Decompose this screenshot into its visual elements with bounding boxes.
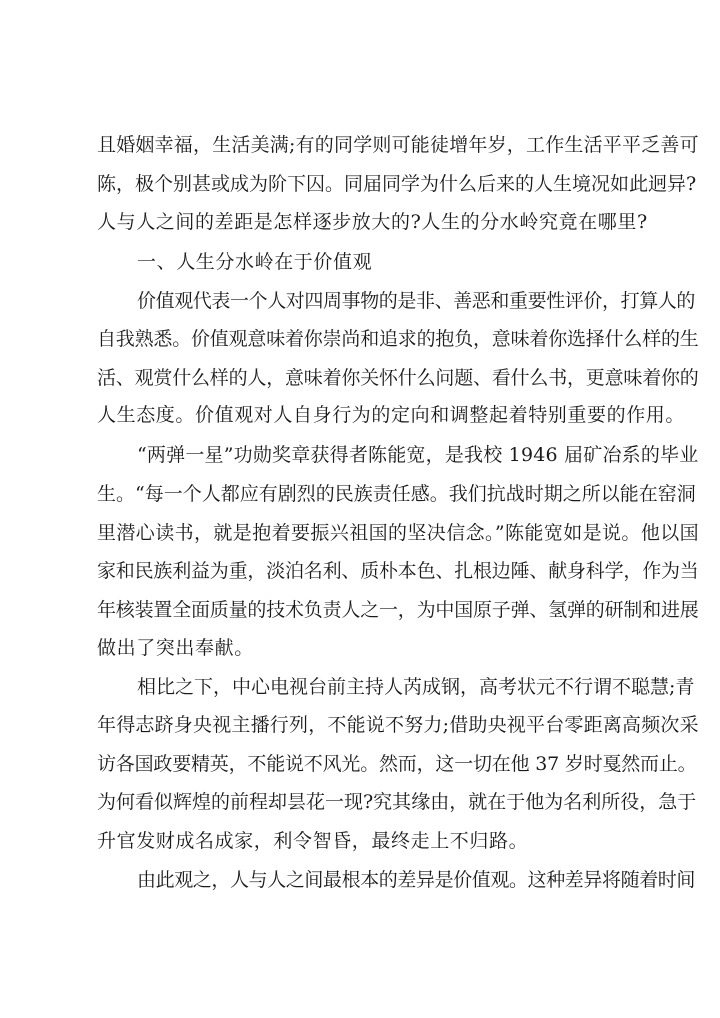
text-line: 活、观赏什么样的人，意味着你关怀什么问题、看什么书，更意味着你的 bbox=[97, 367, 699, 389]
text-line: 生。“每一个人都应有剧烈的民族责任感。我们抗战时期之所以能在窑洞 bbox=[97, 483, 696, 505]
text-line: 家和民族利益为重，淡泊名利、质朴本色、扎根边陲、献身科学，作为当 bbox=[97, 560, 699, 582]
text-line: 做出了突出奉献。 bbox=[97, 637, 254, 659]
text-line: 由此观之，人与人之间最根本的差异是价值观。这种差异将随着时间 bbox=[137, 869, 696, 891]
text-line: 访各国政要精英，不能说不风光。然而，这一切在他 37 岁时戛然而止。 bbox=[97, 753, 697, 775]
text-line: 人与人之间的差距是怎样逐步放大的?人生的分水岭究竟在哪里? bbox=[97, 211, 648, 233]
text-line: 陈，极个别甚或成为阶下囚。同届同学为什么后来的人生境况如此迥异? bbox=[97, 173, 697, 195]
section-heading: 一、人生分水岭在于价值观 bbox=[137, 251, 373, 273]
text-line: 人生态度。价值观对人自身行为的定向和调整起着特别重要的作用。 bbox=[97, 404, 686, 426]
text-line: 为何看似辉煌的前程却昙花一现?究其缘由，就在于他为名利所役，急于 bbox=[97, 791, 697, 813]
text-line: 且婚姻幸福，生活美满;有的同学则可能徒增年岁，工作生活平平乏善可 bbox=[97, 134, 699, 156]
text-line: “两弹一星”功勋奖章获得者陈能宽，是我校 1946 届矿冶系的毕业 bbox=[137, 444, 699, 466]
text-line: 价值观代表一个人对四周事物的是非、善恶和重要性评价，打算人的 bbox=[137, 290, 696, 312]
text-line: 升官发财成名成家，利令智昏，最终走上不归路。 bbox=[97, 830, 529, 852]
text-line: 里潜心读书，就是抱着要振兴祖国的坚决信念。”陈能宽如是说。他以国 bbox=[97, 522, 700, 544]
text-line: 自我熟悉。价值观意味着你崇尚和追求的抱负，意味着你选择什么样的生 bbox=[97, 328, 699, 350]
text-line: 相比之下，中心电视台前主持人芮成钢，高考状元不行谓不聪慧;青 bbox=[137, 676, 695, 698]
text-line: 年核装置全面质量的技术负责人之一，为中国原子弹、氢弹的研制和进展 bbox=[97, 599, 699, 621]
text-line: 年得志跻身央视主播行列，不能说不努力;借助央视平台零距离高频次采 bbox=[97, 714, 699, 736]
